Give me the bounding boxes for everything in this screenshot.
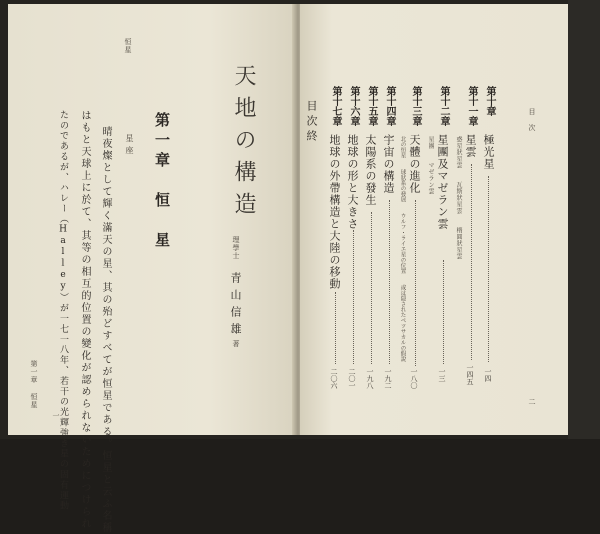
toc-page: 二〇一 (348, 368, 356, 389)
toc-leader (471, 164, 472, 360)
author-affiliation: 理學士 (232, 236, 240, 260)
toc-title: 極光星 (482, 134, 495, 170)
toc-title: 太陽系の發生 (364, 134, 377, 206)
toc-subtopics: 星團 マゼラン雲 (427, 136, 434, 195)
author-suffix: 著 (232, 340, 240, 348)
right-edge-shadow (568, 0, 600, 439)
chapter-heading: 第一章 恒 星 (153, 112, 171, 252)
body-line-2: はもと天球上に於て、其等の相互的位置の變化が認められないためにつけられ (79, 110, 90, 530)
toc-leader (353, 230, 354, 364)
toc-chapter-number: 第十五章 (366, 86, 377, 126)
toc-page: 一四 (484, 368, 492, 382)
toc-page: 二〇六 (330, 368, 338, 389)
toc-leader (415, 200, 416, 366)
toc-page: 一四五 (466, 364, 474, 385)
toc-leader (371, 212, 372, 364)
toc-subtopics: 北の恒星 球狀系の發展 ウルフ・ライエ星の位置 或は隠されたペツサカルの假說 (399, 136, 406, 362)
toc-chapter-number: 第十二章 (438, 86, 449, 126)
right-page (300, 4, 568, 435)
body-line-3: たのであるが、ハレー（Halley）が一七一八年、若干の光輝強き星の固有運動 (58, 110, 68, 512)
toc-title: 地球の形と大きさ (346, 134, 359, 230)
toc-title: 宇宙の構造 (382, 134, 395, 194)
toc-page: 一九八 (366, 368, 374, 389)
author-name: 青山信雄 (229, 272, 242, 340)
toc-leader (335, 292, 336, 364)
toc-chapter-number: 第十一章 (466, 86, 477, 126)
left-running-head: 恒星 (124, 38, 132, 54)
toc-end-label: 目次終 (305, 100, 318, 145)
right-page-number: 二 (528, 398, 536, 406)
toc-title: 星雲 (464, 134, 477, 158)
left-page-number: 一 (52, 412, 60, 420)
toc-page: 一八〇 (410, 368, 418, 389)
book-title: 天地の構造 (231, 64, 256, 224)
toc-chapter-number: 第十七章 (330, 86, 341, 126)
footer-head: 第一章 恒星 (30, 360, 38, 409)
section-heading: 星座 (125, 134, 134, 158)
toc-title: 星團及マゼラン雲 (436, 134, 449, 230)
body-line-1: 晴夜燦として輝く滿天の星、其の殆どすべてが恒星である。恒星と云ふ名稱 (100, 126, 111, 534)
toc-leader (488, 176, 489, 362)
toc-chapter-number: 第十章 (484, 86, 495, 116)
toc-page: 一三 (438, 368, 446, 382)
toc-page: 一九二 (384, 368, 392, 389)
right-running-head: 目 次 (528, 108, 536, 132)
toc-chapter-number: 第十四章 (384, 86, 395, 126)
toc-leader (389, 200, 390, 364)
left-page (8, 4, 296, 534)
toc-leader (443, 260, 444, 364)
toc-chapter-number: 第十三章 (410, 86, 421, 126)
toc-subtopics: 惑星狀星雲 瓦斯狀星雲 楕圓狀星雲 (455, 136, 462, 260)
toc-title: 天體の進化 (408, 134, 421, 194)
toc-chapter-number: 第十六章 (348, 86, 359, 126)
toc-title: 地球の外帶構造と大陸の移動 (328, 134, 341, 290)
